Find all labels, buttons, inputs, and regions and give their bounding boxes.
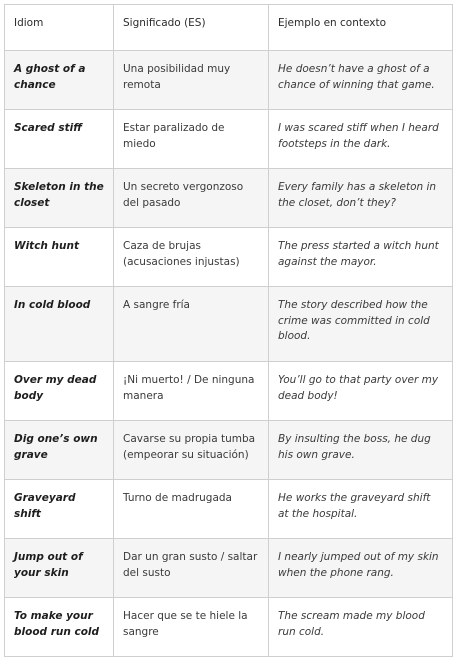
- meaning-cell: Estar paralizado de miedo: [113, 110, 268, 168]
- table-row: [5, 597, 452, 656]
- idiom-cell: Dig one’s own grave: [14, 433, 98, 461]
- example-cell: Every family has a skeleton in the closet, don’t they?: [268, 169, 452, 227]
- header-meaning: Significado (ES): [113, 5, 268, 50]
- meaning-cell: Caza de brujas (acusaciones injustas): [113, 228, 268, 286]
- example-cell: He works the graveyard shift at the hospital.: [268, 480, 452, 538]
- idioms-table: [4, 4, 453, 657]
- meaning-cell: Una posibilidad muy remota: [113, 51, 268, 109]
- table-row: [5, 361, 452, 420]
- table-header-row: [5, 5, 452, 50]
- meaning-cell: ¡Ni muerto! / De ninguna manera: [113, 362, 268, 420]
- idiom-cell: Graveyard shift: [14, 492, 76, 520]
- example-cell: I nearly jumped out of my skin when the phone rang.: [268, 539, 452, 597]
- meaning-cell: Cavarse su propia tumba (empeorar su situación): [113, 421, 268, 479]
- meaning-cell: Turno de madrugada: [113, 480, 268, 538]
- example-cell: You’ll go to that party over my dead body!: [268, 362, 452, 420]
- idiom-cell: Witch hunt: [14, 240, 79, 252]
- table-row: [5, 420, 452, 479]
- table-row: [5, 109, 452, 168]
- idiom-cell: To make your blood run cold: [14, 610, 100, 638]
- table-row: [5, 50, 452, 109]
- meaning-cell: Hacer que se te hiele la sangre: [113, 598, 268, 656]
- idiom-cell: A ghost of a chance: [14, 63, 86, 91]
- example-cell: I was scared stiff when I heard footsteps in the dark.: [268, 110, 452, 168]
- table-row: [5, 286, 452, 361]
- header-idiom: Idiom: [14, 17, 44, 29]
- idiom-cell: In cold blood: [14, 299, 91, 311]
- example-cell: By insulting the boss, he dug his own grave.: [268, 421, 452, 479]
- table-row: [5, 538, 452, 597]
- idiom-cell: Over my dead body: [14, 374, 97, 402]
- table-row: [5, 168, 452, 227]
- example-cell: The scream made my blood run cold.: [268, 598, 452, 656]
- meaning-cell: A sangre fría: [113, 287, 268, 361]
- header-example: Ejemplo en contexto: [268, 5, 452, 50]
- idiom-cell: Jump out of your skin: [14, 551, 83, 579]
- table-row: [5, 479, 452, 538]
- table-row: [5, 227, 452, 286]
- example-cell: The story described how the crime was committed in cold blood.: [268, 287, 452, 361]
- idiom-cell: Scared stiff: [14, 122, 82, 134]
- meaning-cell: Dar un gran susto / saltar del susto: [113, 539, 268, 597]
- example-cell: The press started a witch hunt against the mayor.: [268, 228, 452, 286]
- idiom-cell: Skeleton in the closet: [14, 181, 104, 209]
- example-cell: He doesn’t have a ghost of a chance of winning that game.: [268, 51, 452, 109]
- meaning-cell: Un secreto vergonzoso del pasado: [113, 169, 268, 227]
